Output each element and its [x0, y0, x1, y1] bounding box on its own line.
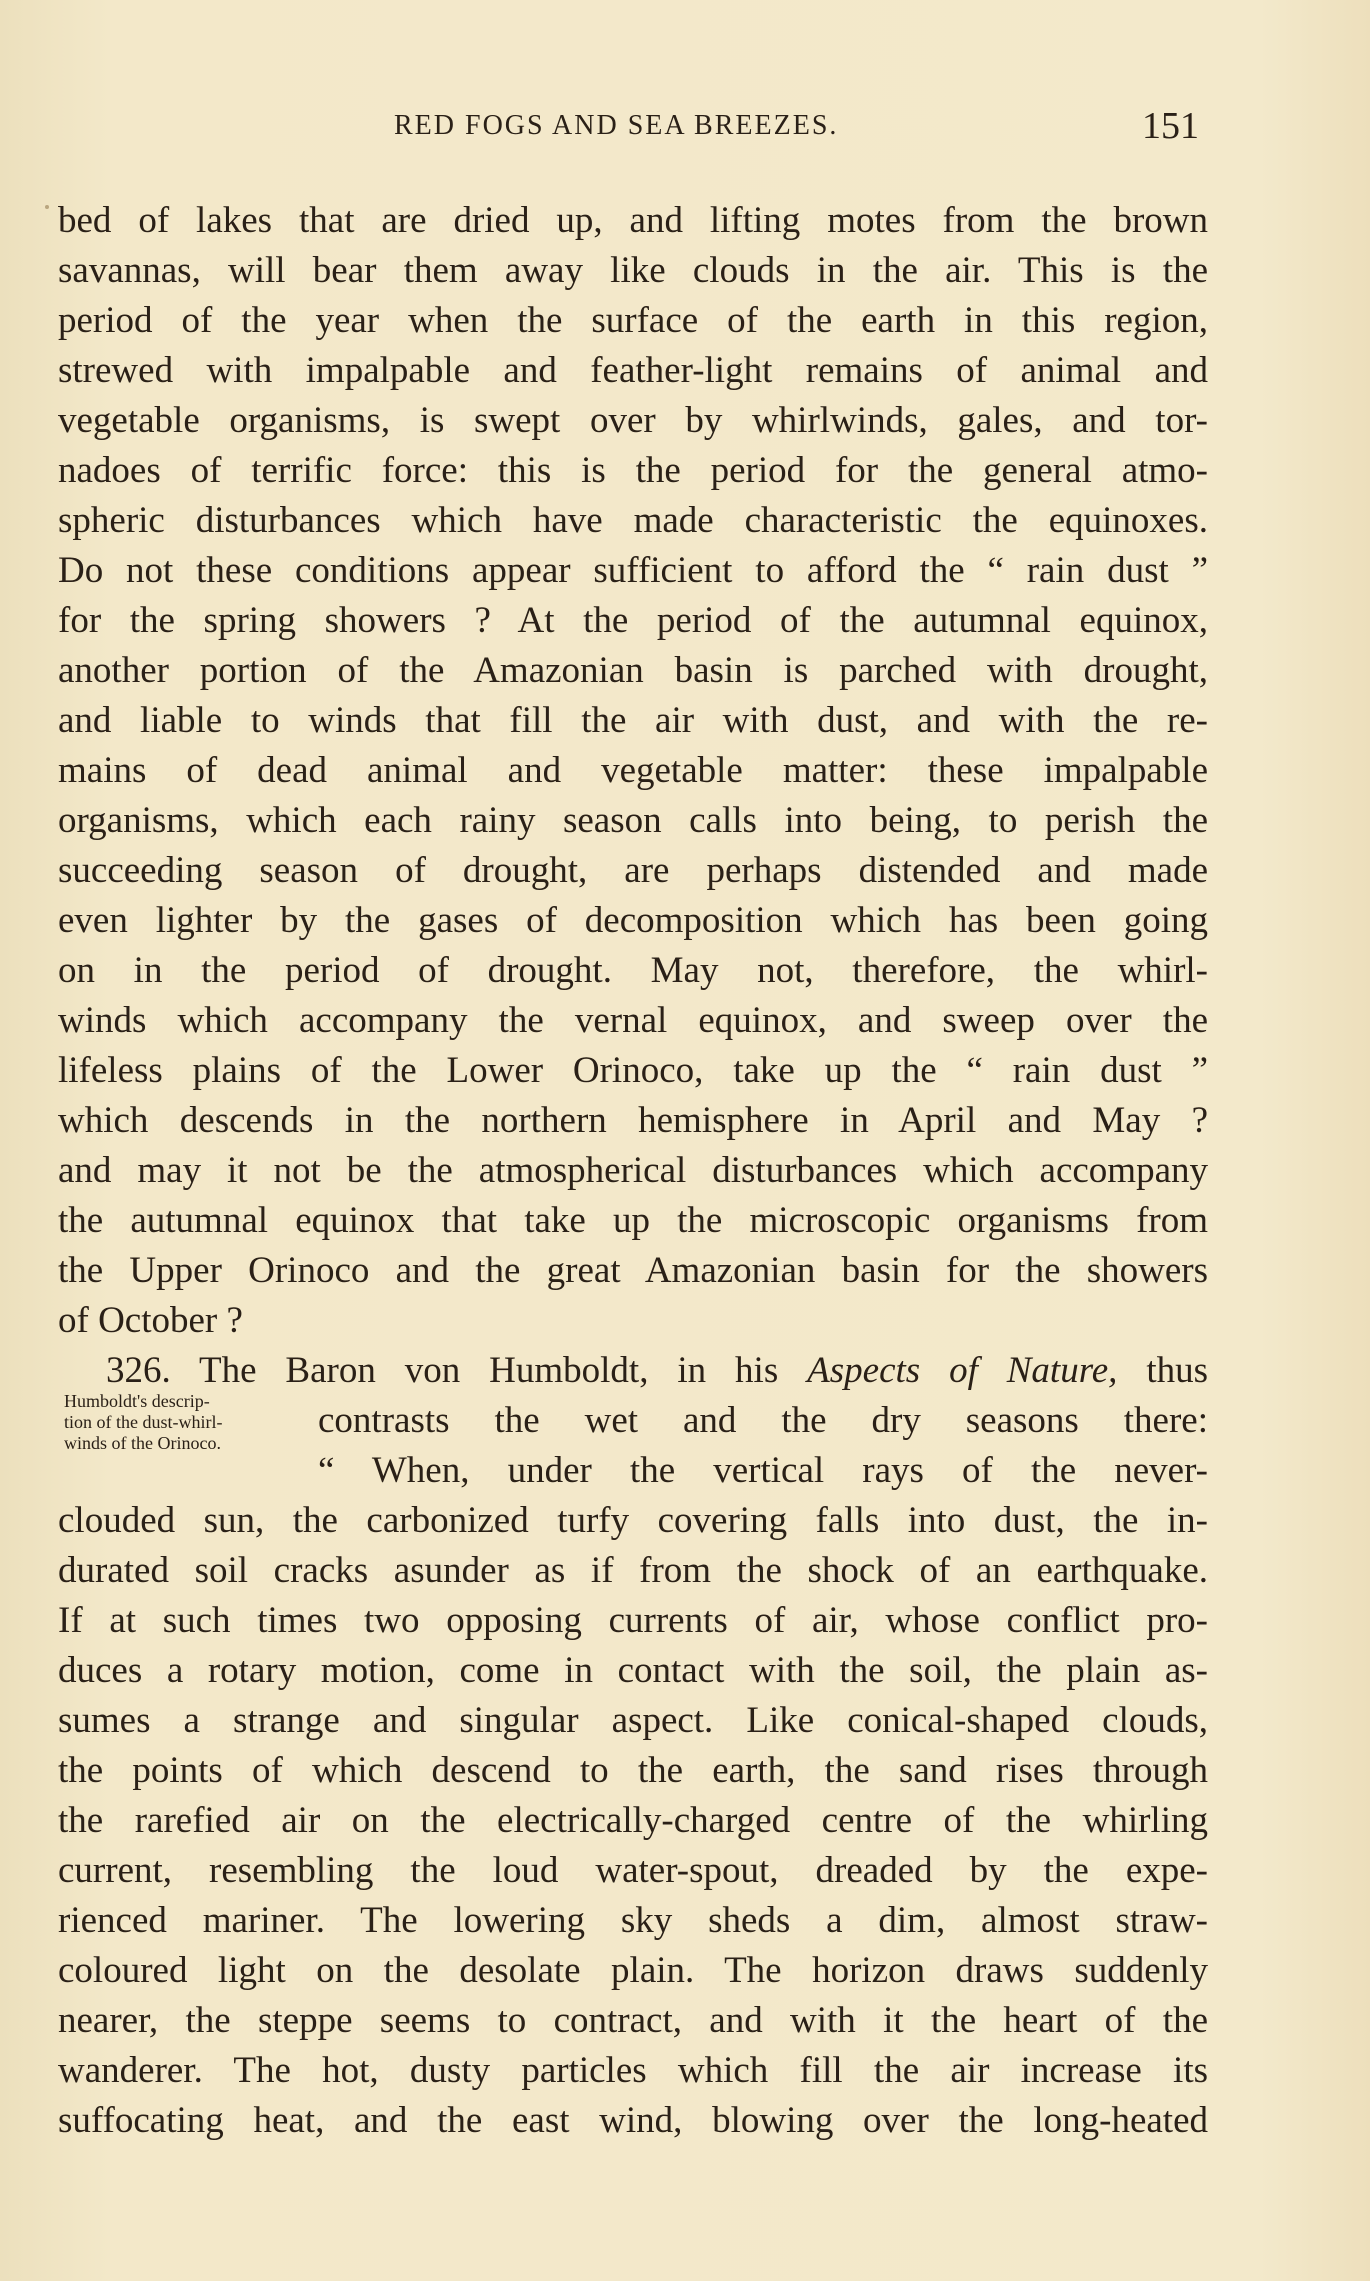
text-line: on in the period of drought. May not, therefore, the whirl- — [58, 950, 1208, 991]
text-line: the Upper Orinoco and the great Amazonian basin for the showers — [58, 1250, 1208, 1291]
text-run: 326. The Baron von Humboldt, in his — [106, 1350, 808, 1391]
text-line: nadoes of terrific force: this is the period for the general atmo- — [58, 450, 1208, 491]
text-line: savannas, will bear them away like clouds in the air. This is the — [58, 250, 1208, 291]
text-line: another portion of the Amazonian basin is parched with drought, — [58, 650, 1208, 691]
text-line: which descends in the northern hemisphere in April and May ? — [58, 1100, 1208, 1141]
text-line: If at such times two opposing currents of air, whose conflict pro- — [58, 1600, 1208, 1641]
text-line: spheric disturbances which have made characteristic the equinoxes. — [58, 500, 1208, 541]
text-line: vegetable organisms, is swept over by whirlwinds, gales, and tor- — [58, 400, 1208, 441]
text-line: the rarefied air on the electrically-charged centre of the whirling — [58, 1800, 1208, 1841]
ink-speck — [45, 205, 49, 209]
text-line: suffocating heat, and the east wind, blowing over the long-heated — [58, 2100, 1208, 2141]
text-line: succeeding season of drought, are perhaps distended and made — [58, 850, 1208, 891]
text-line: and may it not be the atmospherical disturbances which accompany — [58, 1150, 1208, 1191]
text-line: even lighter by the gases of decomposition which has been going — [58, 900, 1208, 941]
book-title-italic: Aspects of Nature, — [807, 1350, 1118, 1391]
side-note-line: winds of the Orinoco. — [64, 1433, 221, 1453]
text-line: the points of which descend to the earth, the sand rises through — [58, 1750, 1208, 1791]
text-line: of October ? — [58, 1300, 243, 1341]
text-line: wanderer. The hot, dusty particles which fill the air increase its — [58, 2050, 1208, 2091]
text-line: mains of dead animal and vegetable matter: these impalpable — [58, 750, 1208, 791]
paragraph-326-first-line — [58, 1346, 1208, 1396]
side-note-line: tion of the dust-whirl- — [64, 1412, 223, 1432]
side-note-line: Humboldt's descrip- — [64, 1391, 210, 1411]
text-line: nearer, the steppe seems to contract, and with it the heart of the — [58, 2000, 1208, 2041]
running-title: RED FOGS AND SEA BREEZES. — [394, 110, 839, 141]
text-line: contrasts the wet and the dry seasons there: — [318, 1400, 1208, 1441]
text-line: bed of lakes that are dried up, and lifting motes from the brown — [58, 200, 1208, 241]
body-text — [58, 196, 1208, 2146]
text-line: strewed with impalpable and feather-light remains of animal and — [58, 350, 1208, 391]
text-line: the autumnal equinox that take up the microscopic organisms from — [58, 1200, 1208, 1241]
text-line: duces a rotary motion, come in contact with the soil, the plain as- — [58, 1650, 1208, 1691]
text-line: “ When, under the vertical rays of the never- — [318, 1450, 1208, 1491]
text-line: current, resembling the loud water-spout, dreaded by the expe- — [58, 1850, 1208, 1891]
page-number: 151 — [1142, 105, 1199, 147]
text-line: winds which accompany the vernal equinox, and sweep over the — [58, 1000, 1208, 1041]
text-line: rienced mariner. The lowering sky sheds a dim, almost straw- — [58, 1900, 1208, 1941]
text-line: organisms, which each rainy season calls into being, to perish the — [58, 800, 1208, 841]
text-line: for the spring showers ? At the period of the autumnal equinox, — [58, 600, 1208, 641]
text-run: thus — [1117, 1350, 1208, 1391]
text-line: coloured light on the desolate plain. The horizon draws suddenly — [58, 1950, 1208, 1991]
text-line: durated soil cracks asunder as if from the shock of an earthquake. — [58, 1550, 1208, 1591]
text-line: sumes a strange and singular aspect. Like conical-shaped clouds, — [58, 1700, 1208, 1741]
text-line: clouded sun, the carbonized turfy covering falls into dust, the in- — [58, 1500, 1208, 1541]
text-line: period of the year when the surface of the earth in this region, — [58, 300, 1208, 341]
text-line: and liable to winds that fill the air with dust, and with the re- — [58, 700, 1208, 741]
text-line: Do not these conditions appear sufficient to afford the “ rain dust ” — [58, 550, 1208, 591]
text-line: lifeless plains of the Lower Orinoco, take up the “ rain dust ” — [58, 1050, 1208, 1091]
